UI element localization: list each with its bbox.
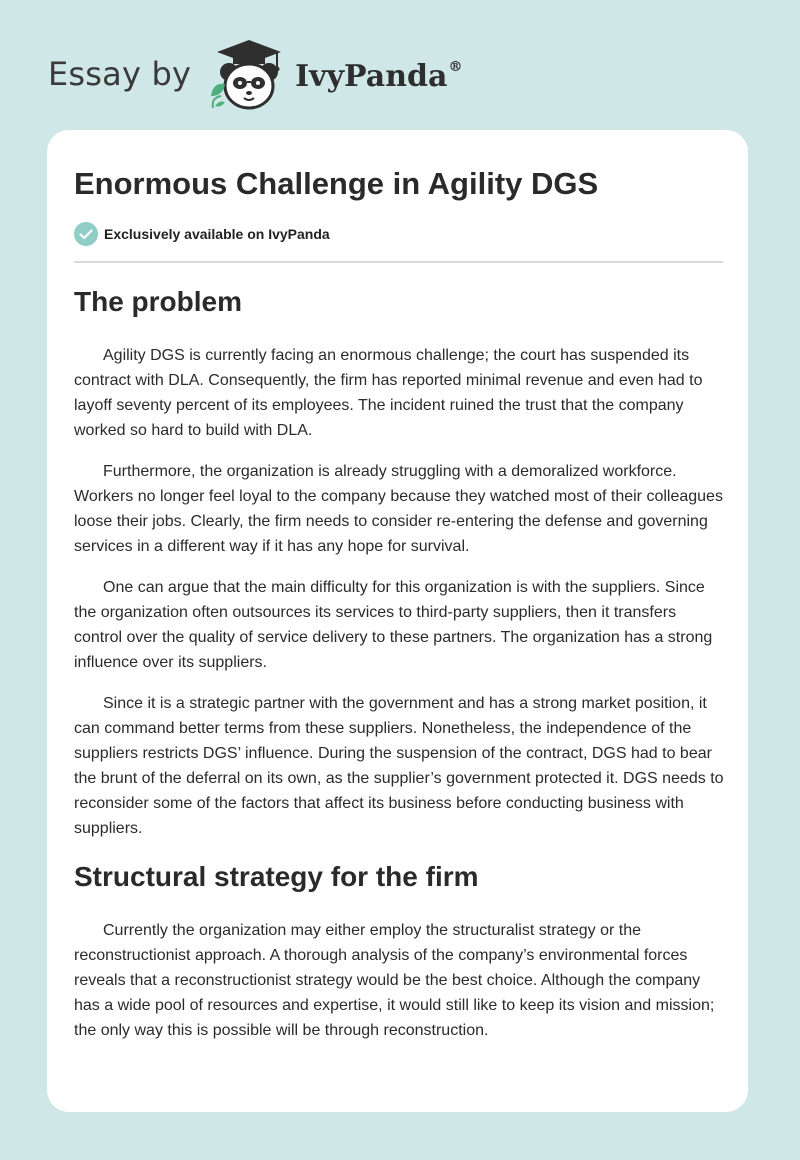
registered-mark: ® (448, 58, 463, 75)
essay-card (47, 130, 748, 1112)
essay-title: Enormous Challenge in Agility DGS (74, 166, 599, 201)
panda-graduate-logo-icon (203, 34, 293, 114)
title-divider (74, 261, 723, 263)
paragraph: Furthermore, the organization is already struggling with a demoralized workforce. Workers no longer feel loyal to the company because they watched most of their colleagues loose their jobs. Clearly, the firm needs to consider re-entering the defense and governing services in a different way if it has any hope for survival. (74, 463, 723, 555)
site-header (48, 34, 462, 114)
brand-name[interactable]: IvyPanda® (295, 58, 463, 94)
check-circle-icon (74, 222, 98, 246)
exclusive-label: Exclusively available on IvyPanda (104, 226, 330, 242)
paragraph: Currently the organization may either employ the structuralist strategy or the reconstructionist approach. A thorough analysis of the company’s environmental forces reveals that a reconstructionist strategy would be the best choice. Although the company has a wide pool of resources and expertise, it would still like to keep its vision and mission; the only way this is possible will be through reconstruction. (74, 922, 715, 1039)
section-heading-structural-strategy: Structural strategy for the firm (74, 861, 479, 892)
paragraph: Since it is a strategic partner with the government and has a strong market position, it can command better terms from these suppliers. Nonetheless, the independence of the suppliers restricts DGS’ influence. During the suspension of the contract, DGS had to bear the brunt of the deferral on its own, as the supplier’s government protected it. DGS needs to reconsider some of the factors that affect its business before conducting business with suppliers. (74, 695, 724, 837)
exclusive-badge (74, 222, 330, 246)
paragraph: One can argue that the main difficulty for this organization is with the suppliers. Since the organization often outsources its services to third-party suppliers, then it transfers control over the quality of service delivery to these partners. The organization has a strong influence over its suppliers. (74, 579, 713, 671)
section-heading-problem: The problem (74, 286, 243, 317)
essay-by-label: Essay by (48, 55, 192, 93)
paragraph: Agility DGS is currently facing an enormous challenge; the court has suspended its contract with DLA. Consequently, the firm has reported minimal revenue and even had to layoff seventy percent of its employees. The incident ruined the trust that the company worked so hard to build with DLA. (74, 347, 703, 439)
